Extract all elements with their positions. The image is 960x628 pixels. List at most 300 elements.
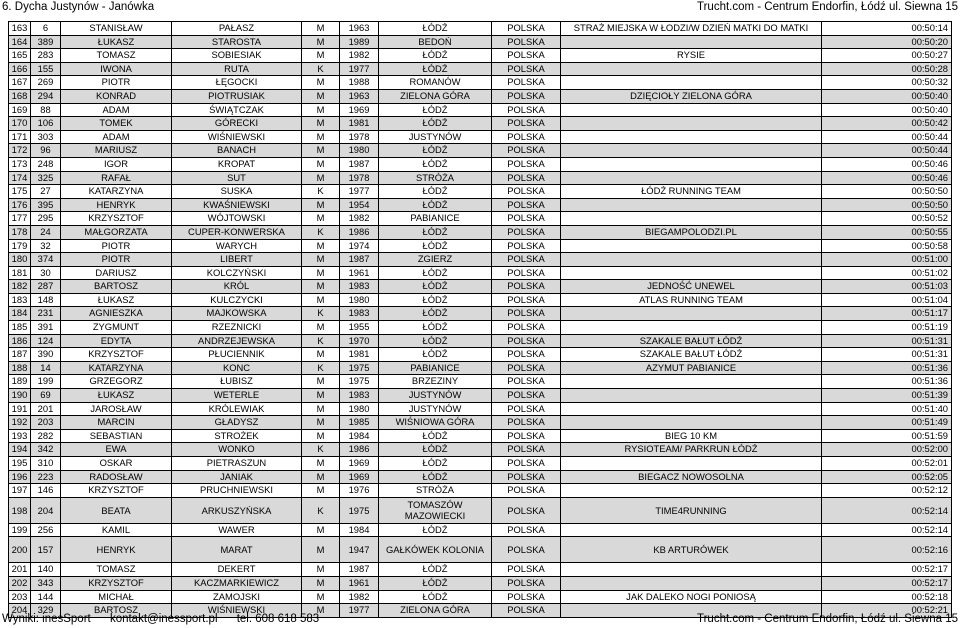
club-cell (561, 144, 822, 158)
table-row (9, 307, 952, 321)
first-name-cell: EDYTA (61, 334, 172, 348)
sex-cell: M (302, 537, 340, 563)
table-row (9, 402, 952, 416)
last-name-cell: RZEZNICKI (172, 321, 302, 335)
sex-cell: M (302, 470, 340, 484)
sex-cell: M (302, 89, 340, 103)
country-cell: POLSKA (492, 361, 561, 375)
last-name-cell: MAJKOWSKA (172, 307, 302, 321)
place-cell: 167 (9, 76, 31, 90)
bib-cell: 124 (31, 334, 61, 348)
birth-year-cell: 1976 (340, 484, 379, 498)
last-name-cell: WARYCH (172, 239, 302, 253)
last-name-cell: KRÓL (172, 280, 302, 294)
last-name-cell: SUSKA (172, 185, 302, 199)
birth-year-cell: 1982 (340, 49, 379, 63)
city-cell: JUSTYNÓW (379, 389, 492, 403)
last-name-cell: GÓRECKI (172, 117, 302, 131)
time-cell: 00:52:14 (822, 523, 952, 537)
place-cell: 166 (9, 62, 31, 76)
time-cell: 00:51:19 (822, 321, 952, 335)
sex-cell: K (302, 443, 340, 457)
last-name-cell: ZAMOJSKI (172, 590, 302, 604)
city-cell: ŁÓDŹ (379, 348, 492, 362)
time-cell: 00:51:39 (822, 389, 952, 403)
last-name-cell: SUT (172, 171, 302, 185)
first-name-cell: MARIUSZ (61, 144, 172, 158)
last-name-cell: STROŻEK (172, 429, 302, 443)
city-cell: ŁÓDŹ (379, 457, 492, 471)
first-name-cell: ŁUKASZ (61, 35, 172, 49)
country-cell: POLSKA (492, 76, 561, 90)
country-cell: POLSKA (492, 266, 561, 280)
city-cell: PABIANICE (379, 361, 492, 375)
place-cell: 182 (9, 280, 31, 294)
time-cell: 00:52:17 (822, 563, 952, 577)
first-name-cell: SEBASTIAN (61, 429, 172, 443)
time-cell: 00:51:17 (822, 307, 952, 321)
time-cell: 00:50:55 (822, 225, 952, 239)
club-cell (561, 35, 822, 49)
last-name-cell: WETERLE (172, 389, 302, 403)
last-name-cell: KULCZYCKI (172, 293, 302, 307)
birth-year-cell: 1986 (340, 225, 379, 239)
place-cell: 186 (9, 334, 31, 348)
place-cell: 198 (9, 497, 31, 523)
bib-cell: 342 (31, 443, 61, 457)
country-cell: POLSKA (492, 523, 561, 537)
city-cell: ŁÓDŹ (379, 563, 492, 577)
city-cell: ŁÓDŹ (379, 225, 492, 239)
sex-cell: K (302, 361, 340, 375)
bib-cell: 283 (31, 49, 61, 63)
city-cell: ZGIERZ (379, 253, 492, 267)
city-cell: ZIELONA GÓRA (379, 89, 492, 103)
first-name-cell: STANISŁAW (61, 22, 172, 36)
club-cell: TIME4RUNNING (561, 497, 822, 523)
sex-cell: M (302, 49, 340, 63)
sex-cell: M (302, 348, 340, 362)
birth-year-cell: 1969 (340, 103, 379, 117)
country-cell: POLSKA (492, 457, 561, 471)
birth-year-cell: 1977 (340, 185, 379, 199)
city-cell: ŁÓDŹ (379, 429, 492, 443)
sex-cell: M (302, 604, 340, 618)
table-row (9, 130, 952, 144)
bib-cell: 325 (31, 171, 61, 185)
club-cell (561, 76, 822, 90)
first-name-cell: ADAM (61, 130, 172, 144)
first-name-cell: TOMEK (61, 117, 172, 131)
first-name-cell: PIOTR (61, 253, 172, 267)
club-cell (561, 103, 822, 117)
sex-cell: M (302, 103, 340, 117)
bib-cell: 201 (31, 402, 61, 416)
country-cell: POLSKA (492, 62, 561, 76)
sex-cell: M (302, 130, 340, 144)
city-cell: ŁÓDŹ (379, 185, 492, 199)
table-row (9, 484, 952, 498)
place-cell: 171 (9, 130, 31, 144)
first-name-cell: RAFAŁ (61, 171, 172, 185)
place-cell: 196 (9, 470, 31, 484)
club-cell: STRAŻ MIEJSKA W ŁODZI/W DZIEŃ MATKI DO MATKI (561, 22, 822, 36)
place-cell: 172 (9, 144, 31, 158)
first-name-cell: BARTOSZ (61, 604, 172, 618)
sex-cell: K (302, 225, 340, 239)
sex-cell: M (302, 171, 340, 185)
place-cell: 189 (9, 375, 31, 389)
birth-year-cell: 1977 (340, 604, 379, 618)
sex-cell: M (302, 266, 340, 280)
club-cell (561, 117, 822, 131)
time-cell: 00:50:58 (822, 239, 952, 253)
last-name-cell: PIOTRUSIAK (172, 89, 302, 103)
last-name-cell: RUTA (172, 62, 302, 76)
bib-cell: 391 (31, 321, 61, 335)
club-cell (561, 523, 822, 537)
city-cell: ŁÓDŹ (379, 523, 492, 537)
time-cell: 00:50:27 (822, 49, 952, 63)
country-cell: POLSKA (492, 157, 561, 171)
city-cell: ŁÓDŹ (379, 443, 492, 457)
last-name-cell: ŁĘGOCKI (172, 76, 302, 90)
footer-contact (2, 612, 335, 626)
time-cell: 00:51:36 (822, 375, 952, 389)
table-row (9, 470, 952, 484)
country-cell: POLSKA (492, 443, 561, 457)
sex-cell: K (302, 62, 340, 76)
first-name-cell: RADOSŁAW (61, 470, 172, 484)
sex-cell: M (302, 117, 340, 131)
first-name-cell: ŁUKASZ (61, 389, 172, 403)
sex-cell: M (302, 212, 340, 226)
city-cell: ŁÓDŹ (379, 49, 492, 63)
country-cell: POLSKA (492, 144, 561, 158)
bib-cell: 155 (31, 62, 61, 76)
city-cell: ŁÓDŹ (379, 280, 492, 294)
sex-cell: M (302, 457, 340, 471)
city-cell: ŁÓDŹ (379, 157, 492, 171)
first-name-cell: ZYGMUNT (61, 321, 172, 335)
city-cell: GAŁKÓWEK KOLONIA (379, 537, 492, 563)
place-cell: 195 (9, 457, 31, 471)
first-name-cell: KRZYSZTOF (61, 212, 172, 226)
place-cell: 201 (9, 563, 31, 577)
club-cell (561, 171, 822, 185)
time-cell: 00:51:31 (822, 334, 952, 348)
club-cell: DZIĘCIOŁY ZIELONA GÓRA (561, 89, 822, 103)
country-cell: POLSKA (492, 334, 561, 348)
birth-year-cell: 1983 (340, 307, 379, 321)
table-row (9, 590, 952, 604)
birth-year-cell: 1983 (340, 280, 379, 294)
place-cell: 180 (9, 253, 31, 267)
club-cell (561, 62, 822, 76)
table-row (9, 22, 952, 36)
birth-year-cell: 1986 (340, 443, 379, 457)
club-cell (561, 576, 822, 590)
sex-cell: M (302, 590, 340, 604)
place-cell: 168 (9, 89, 31, 103)
city-cell: ŁÓDŹ (379, 321, 492, 335)
place-cell: 164 (9, 35, 31, 49)
sex-cell: M (302, 293, 340, 307)
first-name-cell: MAŁGORZATA (61, 225, 172, 239)
first-name-cell: IWONA (61, 62, 172, 76)
club-cell: KB ARTURÓWEK (561, 537, 822, 563)
bib-cell: 303 (31, 130, 61, 144)
country-cell: POLSKA (492, 130, 561, 144)
table-row (9, 89, 952, 103)
city-cell: STRÓŻA (379, 484, 492, 498)
place-cell: 191 (9, 402, 31, 416)
table-row (9, 361, 952, 375)
last-name-cell: ŁUBISZ (172, 375, 302, 389)
first-name-cell: KATARZYNA (61, 361, 172, 375)
time-cell: 00:51:59 (822, 429, 952, 443)
birth-year-cell: 1969 (340, 457, 379, 471)
bib-cell: 203 (31, 416, 61, 430)
time-cell: 00:50:32 (822, 76, 952, 90)
time-cell: 00:50:14 (822, 22, 952, 36)
first-name-cell: HENRYK (61, 198, 172, 212)
time-cell: 00:50:46 (822, 157, 952, 171)
place-cell: 200 (9, 537, 31, 563)
city-cell: ŁÓDŹ (379, 103, 492, 117)
last-name-cell: KONC (172, 361, 302, 375)
city-cell: TOMASZÓW MAZOWIECKI (379, 497, 492, 523)
place-cell: 179 (9, 239, 31, 253)
time-cell: 00:52:12 (822, 484, 952, 498)
first-name-cell: BARTOSZ (61, 280, 172, 294)
country-cell: POLSKA (492, 89, 561, 103)
last-name-cell: PŁUCIENNIK (172, 348, 302, 362)
birth-year-cell: 1974 (340, 239, 379, 253)
bib-cell: 310 (31, 457, 61, 471)
table-row (9, 563, 952, 577)
bib-cell: 24 (31, 225, 61, 239)
birth-year-cell: 1947 (340, 537, 379, 563)
city-cell: ŁÓDŹ (379, 293, 492, 307)
race-title: 6. Dycha Justynów - Janówka (2, 1, 155, 13)
place-cell: 174 (9, 171, 31, 185)
time-cell: 00:51:02 (822, 266, 952, 280)
last-name-cell: PAŁASZ (172, 22, 302, 36)
bib-cell: 287 (31, 280, 61, 294)
birth-year-cell: 1989 (340, 35, 379, 49)
time-cell: 00:51:40 (822, 402, 952, 416)
birth-year-cell: 1982 (340, 590, 379, 604)
birth-year-cell: 1961 (340, 266, 379, 280)
country-cell: POLSKA (492, 576, 561, 590)
bib-cell: 295 (31, 212, 61, 226)
table-row (9, 389, 952, 403)
place-cell: 199 (9, 523, 31, 537)
bib-cell: 231 (31, 307, 61, 321)
time-cell: 00:50:40 (822, 89, 952, 103)
bib-cell: 144 (31, 590, 61, 604)
last-name-cell: STAROSTA (172, 35, 302, 49)
club-cell: ATLAS RUNNING TEAM (561, 293, 822, 307)
sex-cell: M (302, 576, 340, 590)
table-row (9, 185, 952, 199)
last-name-cell: WONKO (172, 443, 302, 457)
bib-cell: 199 (31, 375, 61, 389)
last-name-cell: ARKUSZYŃSKA (172, 497, 302, 523)
club-cell: SZAKALE BAŁUT ŁÓDŹ (561, 334, 822, 348)
table-row (9, 253, 952, 267)
club-cell (561, 130, 822, 144)
club-cell (561, 157, 822, 171)
country-cell: POLSKA (492, 429, 561, 443)
time-cell: 00:51:49 (822, 416, 952, 430)
country-cell: POLSKA (492, 103, 561, 117)
last-name-cell: WIŚNIEWSKI (172, 130, 302, 144)
birth-year-cell: 1969 (340, 470, 379, 484)
country-cell: POLSKA (492, 49, 561, 63)
city-cell: ŁÓDŹ (379, 576, 492, 590)
country-cell: POLSKA (492, 280, 561, 294)
city-cell: JUSTYNÓW (379, 402, 492, 416)
place-cell: 194 (9, 443, 31, 457)
table-row (9, 375, 952, 389)
sex-cell: M (302, 144, 340, 158)
bib-cell: 282 (31, 429, 61, 443)
results-table (8, 21, 952, 618)
club-cell (561, 239, 822, 253)
time-cell: 00:52:18 (822, 590, 952, 604)
place-cell: 176 (9, 198, 31, 212)
footer-organizer: Trucht.com - Centrum Endorfin, Łódź ul. Siewna 15 (697, 613, 958, 625)
first-name-cell: PIOTR (61, 76, 172, 90)
time-cell: 00:50:50 (822, 198, 952, 212)
table-row (9, 239, 952, 253)
place-cell: 169 (9, 103, 31, 117)
place-cell: 184 (9, 307, 31, 321)
club-cell: JEDNOŚĆ UNEWEL (561, 280, 822, 294)
first-name-cell: OSKAR (61, 457, 172, 471)
sex-cell: M (302, 484, 340, 498)
first-name-cell: HENRYK (61, 537, 172, 563)
city-cell: JUSTYNÓW (379, 130, 492, 144)
bib-cell: 248 (31, 157, 61, 171)
bib-cell: 390 (31, 348, 61, 362)
birth-year-cell: 1955 (340, 321, 379, 335)
country-cell: POLSKA (492, 321, 561, 335)
place-cell: 203 (9, 590, 31, 604)
first-name-cell: MICHAŁ (61, 590, 172, 604)
first-name-cell: KRZYSZTOF (61, 576, 172, 590)
first-name-cell: DARIUSZ (61, 266, 172, 280)
city-cell: PABIANICE (379, 212, 492, 226)
birth-year-cell: 1981 (340, 348, 379, 362)
city-cell: ŁÓDŹ (379, 144, 492, 158)
table-row (9, 429, 952, 443)
table-row (9, 293, 952, 307)
sex-cell: K (302, 185, 340, 199)
first-name-cell: KAMIL (61, 523, 172, 537)
first-name-cell: GRZEGORZ (61, 375, 172, 389)
sex-cell: M (302, 375, 340, 389)
sex-cell: M (302, 22, 340, 36)
birth-year-cell: 1980 (340, 293, 379, 307)
country-cell: POLSKA (492, 470, 561, 484)
table-row (9, 144, 952, 158)
table-row (9, 537, 952, 563)
place-cell: 202 (9, 576, 31, 590)
birth-year-cell: 1983 (340, 389, 379, 403)
first-name-cell: JAROSŁAW (61, 402, 172, 416)
time-cell: 00:50:52 (822, 212, 952, 226)
country-cell: POLSKA (492, 225, 561, 239)
city-cell: STRÓŻA (379, 171, 492, 185)
time-cell: 00:50:20 (822, 35, 952, 49)
city-cell: ŁÓDŹ (379, 117, 492, 131)
bib-cell: 140 (31, 563, 61, 577)
first-name-cell: KRZYSZTOF (61, 348, 172, 362)
time-cell: 00:51:31 (822, 348, 952, 362)
place-cell: 204 (9, 604, 31, 618)
organizer-header: Trucht.com - Centrum Endorfin, Łódź ul. Siewna 15 (697, 1, 958, 13)
birth-year-cell: 1970 (340, 334, 379, 348)
place-cell: 183 (9, 293, 31, 307)
city-cell: BRZEZINY (379, 375, 492, 389)
sex-cell: M (302, 280, 340, 294)
place-cell: 192 (9, 416, 31, 430)
last-name-cell: KACZMARKIEWICZ (172, 576, 302, 590)
country-cell: POLSKA (492, 590, 561, 604)
last-name-cell: KWAŚNIEWSKI (172, 198, 302, 212)
country-cell: POLSKA (492, 117, 561, 131)
bib-cell: 223 (31, 470, 61, 484)
bib-cell: 148 (31, 293, 61, 307)
birth-year-cell: 1961 (340, 576, 379, 590)
last-name-cell: CUPER-KONWERSKA (172, 225, 302, 239)
bib-cell: 269 (31, 76, 61, 90)
last-name-cell: PIETRASZUN (172, 457, 302, 471)
club-cell (561, 198, 822, 212)
time-cell: 00:50:46 (822, 171, 952, 185)
last-name-cell: ANDRZEJEWSKA (172, 334, 302, 348)
country-cell: POLSKA (492, 402, 561, 416)
page-footer (0, 612, 960, 626)
bib-cell: 374 (31, 253, 61, 267)
place-cell: 177 (9, 212, 31, 226)
time-cell: 00:52:21 (822, 604, 952, 618)
country-cell: POLSKA (492, 563, 561, 577)
table-row (9, 117, 952, 131)
bib-cell: 256 (31, 523, 61, 537)
place-cell: 173 (9, 157, 31, 171)
country-cell: POLSKA (492, 22, 561, 36)
time-cell: 00:52:14 (822, 497, 952, 523)
bib-cell: 146 (31, 484, 61, 498)
table-row (9, 103, 952, 117)
table-row (9, 576, 952, 590)
time-cell: 00:51:36 (822, 361, 952, 375)
sex-cell: M (302, 253, 340, 267)
place-cell: 163 (9, 22, 31, 36)
country-cell: POLSKA (492, 389, 561, 403)
table-row (9, 62, 952, 76)
club-cell (561, 402, 822, 416)
place-cell: 188 (9, 361, 31, 375)
first-name-cell: KONRAD (61, 89, 172, 103)
sex-cell: M (302, 35, 340, 49)
time-cell: 00:52:17 (822, 576, 952, 590)
place-cell: 165 (9, 49, 31, 63)
